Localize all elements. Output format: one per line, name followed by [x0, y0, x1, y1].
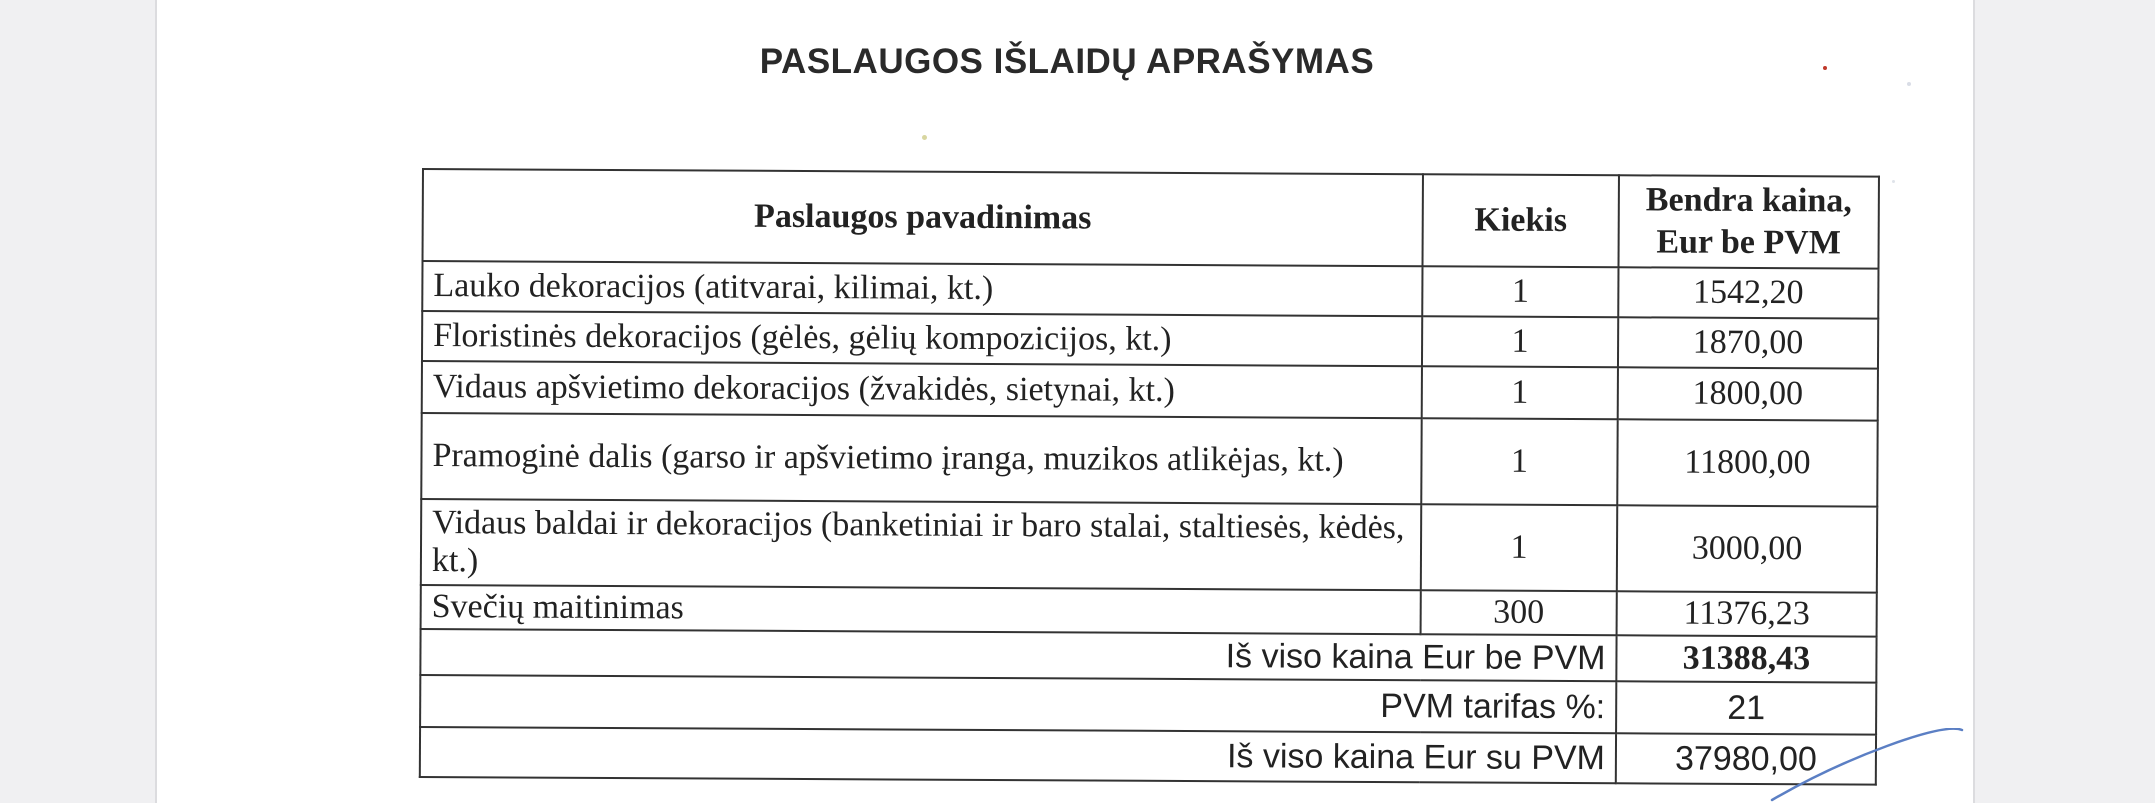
row-name: Lauko dekoracijos (atitvarai, kilimai, kt.) — [422, 261, 1422, 316]
total-excl-vat-row — [420, 629, 1876, 683]
header-price — [1618, 175, 1878, 268]
vat-rate-row — [420, 675, 1876, 735]
page-title: PASLAUGOS IŠLAIDŲ APRAŠYMAS — [759, 42, 1375, 81]
row-price: 11800,00 — [1617, 419, 1877, 506]
scan-speck — [1823, 66, 1827, 70]
scan-speck — [1907, 82, 1911, 86]
row-name: Vidaus apšvietimo dekoracijos (žvakidės, sietynai, kt.) — [422, 361, 1422, 418]
table-row — [422, 311, 1878, 369]
table-row — [422, 261, 1878, 319]
total-incl-vat-value: 37980,00 — [1616, 733, 1876, 784]
table-row — [421, 499, 1877, 593]
scan-speck — [922, 135, 927, 140]
total-incl-vat-row — [420, 727, 1876, 785]
table-header-row — [423, 169, 1879, 269]
total-excl-vat-value: 31388,43 — [1616, 635, 1876, 682]
row-quantity: 1 — [1421, 418, 1617, 505]
row-quantity: 1 — [1422, 266, 1618, 317]
header-price-line1: Bendra kaina, — [1645, 181, 1852, 220]
row-name: Vidaus baldai ir dekoracijos (banketiniai ir baro stalai, staltiesės, kėdės, kt.) — [421, 499, 1421, 590]
document-page — [155, 0, 1975, 803]
row-name: Pramoginė dalis (garso ir apšvietimo įranga, muzikos atlikėjas, kt.) — [421, 413, 1421, 504]
header-price-line2: Eur be PVM — [1656, 223, 1841, 262]
total-incl-vat-label: Iš viso kaina Eur su PVM — [420, 727, 1616, 783]
row-name: Svečių maitinimas — [421, 585, 1421, 634]
row-quantity: 1 — [1422, 316, 1618, 367]
row-price: 3000,00 — [1617, 505, 1877, 592]
cost-table — [419, 168, 1880, 786]
total-excl-vat-label: Iš viso kaina Eur be PVM — [420, 629, 1616, 681]
pen-mark-icon — [1767, 728, 1967, 803]
row-quantity: 1 — [1421, 504, 1617, 591]
header-name: Paslaugos pavadinimas — [423, 169, 1423, 266]
row-quantity: 300 — [1421, 590, 1617, 635]
row-price: 11376,23 — [1617, 591, 1877, 636]
table-row — [421, 585, 1877, 637]
row-quantity: 1 — [1422, 366, 1618, 419]
scan-speck — [1892, 180, 1895, 183]
row-price: 1542,20 — [1618, 267, 1878, 318]
table-row — [421, 413, 1877, 507]
row-price: 1870,00 — [1618, 317, 1878, 368]
vat-rate-value: 21 — [1616, 681, 1876, 734]
row-price: 1800,00 — [1618, 367, 1878, 420]
row-name: Floristinės dekoracijos (gėlės, gėlių kompozicijos, kt.) — [422, 311, 1422, 366]
table-row — [422, 361, 1878, 421]
vat-rate-label: PVM tarifas %: — [420, 675, 1616, 733]
header-quantity: Kiekis — [1422, 174, 1618, 267]
